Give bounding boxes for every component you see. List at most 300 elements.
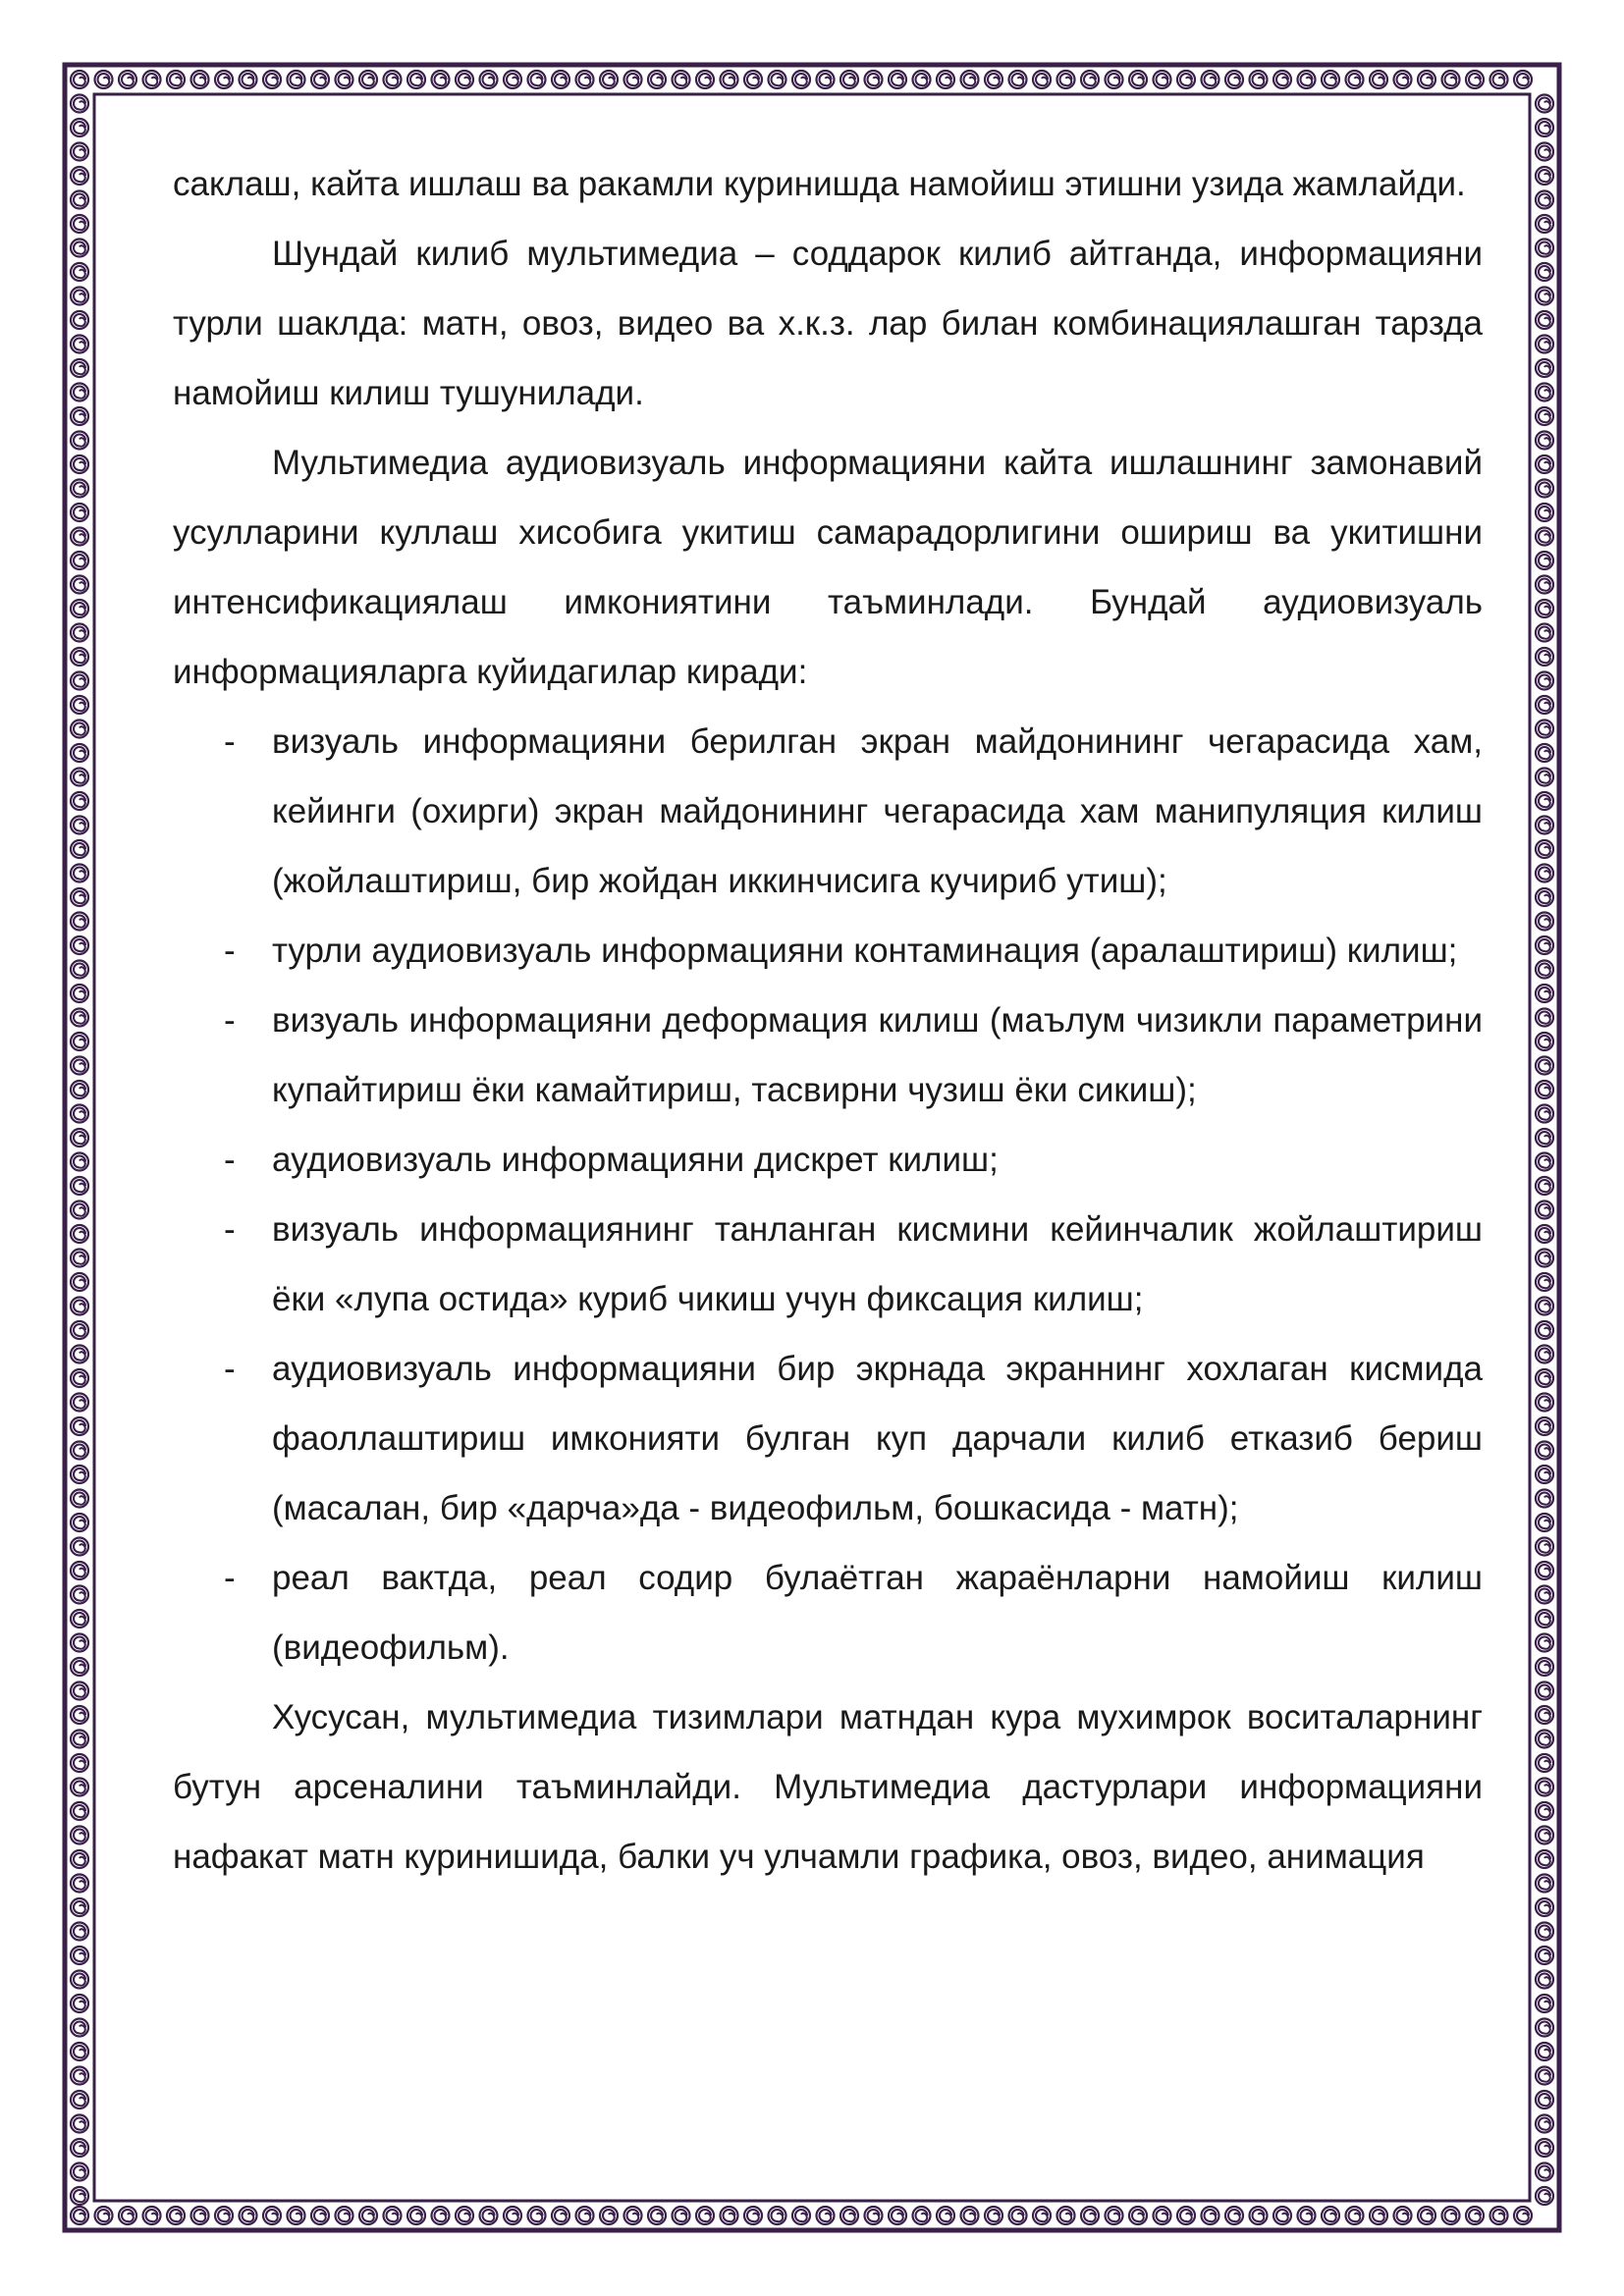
spiral-ornament-icon bbox=[1536, 1346, 1553, 1363]
spiral-ornament-icon bbox=[1536, 600, 1553, 617]
spiral-ornament-icon bbox=[1394, 2207, 1412, 2224]
spiral-ornament-icon bbox=[71, 961, 88, 979]
spiral-ornament-icon bbox=[1536, 792, 1553, 810]
spiral-ornament-icon bbox=[1536, 1177, 1553, 1195]
spiral-ornament-icon bbox=[71, 769, 88, 786]
spiral-ornament-icon bbox=[648, 71, 666, 88]
spiral-ornament-icon bbox=[71, 2187, 88, 2205]
spiral-ornament-icon bbox=[1536, 1442, 1553, 1460]
spiral-ornament-icon bbox=[1129, 2207, 1147, 2224]
paragraph: Мультимедиа аудиовизуаль информацияни кайта ишлашнинг замонавий усулларини куллаш хисобига укитиш самарадорлигини ошириш ва укитишни интенсификациялаш имкониятини таъминлади. Бундай аудиовизуаль информацияларга куйидагилар киради: bbox=[173, 444, 1483, 691]
spiral-ornament-icon bbox=[71, 792, 88, 810]
spiral-ornament-icon bbox=[937, 2207, 954, 2224]
spiral-ornament-icon bbox=[721, 2207, 738, 2224]
spiral-ornament-icon bbox=[143, 2207, 161, 2224]
spiral-ornament-icon bbox=[1273, 71, 1291, 88]
spiral-ornament-icon bbox=[913, 71, 931, 88]
spiral-ornament-icon bbox=[1536, 1009, 1553, 1027]
spiral-ornament-icon bbox=[504, 71, 521, 88]
spiral-ornament-icon bbox=[1490, 71, 1508, 88]
bullet-text: визуаль информациянинг танланган кисмини кейинчалик жойлаштириш ёки «лупа остида» куриб чикиш учун фиксация килиш; bbox=[272, 1210, 1483, 1318]
spiral-ornament-icon bbox=[71, 1105, 88, 1123]
spiral-ornament-icon bbox=[1536, 1827, 1553, 1844]
spiral-ornament-icon bbox=[696, 2207, 714, 2224]
spiral-ornament-icon bbox=[71, 1177, 88, 1195]
bullet-list bbox=[173, 707, 1483, 1682]
spiral-ornament-icon bbox=[1081, 2207, 1099, 2224]
spiral-ornament-icon bbox=[1536, 1850, 1553, 1868]
spiral-ornament-icon bbox=[865, 71, 883, 88]
spiral-ornament-icon bbox=[1154, 71, 1171, 88]
spiral-ornament-icon bbox=[1536, 167, 1553, 185]
spiral-ornament-icon bbox=[71, 576, 88, 594]
spiral-ornament-icon bbox=[1536, 1490, 1553, 1508]
spiral-ornament-icon bbox=[1536, 1129, 1553, 1147]
spiral-ornament-icon bbox=[336, 2207, 353, 2224]
spiral-ornament-icon bbox=[1536, 336, 1553, 353]
spiral-ornament-icon bbox=[71, 1033, 88, 1050]
paragraph: Шундай килиб мультимедиа – соддарок килиб айтганда, информацияни турли шаклда: матн, овоз, видео ва х.к.з. лар билан комбинациялашган тарзда намойиш килиш тушунилади. bbox=[173, 235, 1483, 412]
spiral-ornament-icon bbox=[1033, 2207, 1051, 2224]
spiral-ornament-icon bbox=[71, 1802, 88, 1820]
spiral-ornament-icon bbox=[71, 1971, 88, 1989]
spiral-ornament-icon bbox=[71, 1779, 88, 1796]
spiral-ornament-icon bbox=[576, 71, 594, 88]
spiral-ornament-icon bbox=[1225, 2207, 1243, 2224]
spiral-ornament-icon bbox=[143, 71, 161, 88]
spiral-ornament-icon bbox=[1536, 1417, 1553, 1435]
spiral-ornament-icon bbox=[191, 71, 209, 88]
spiral-ornament-icon bbox=[71, 1273, 88, 1291]
spiral-ornament-icon bbox=[71, 1827, 88, 1844]
bullet-text: реал вактда, реал содир булаётган жараёнларни намойиш килиш (видеофильм). bbox=[272, 1559, 1483, 1667]
spiral-ornament-icon bbox=[71, 1129, 88, 1147]
spiral-ornament-icon bbox=[1177, 71, 1195, 88]
spiral-ornament-icon bbox=[1442, 71, 1460, 88]
spiral-ornament-icon bbox=[1536, 624, 1553, 642]
spiral-ornament-icon bbox=[1536, 1225, 1553, 1243]
spiral-ornament-icon bbox=[71, 1394, 88, 1412]
spiral-ornament-icon bbox=[71, 336, 88, 353]
spiral-ornament-icon bbox=[71, 143, 88, 161]
spiral-ornament-icon bbox=[119, 71, 136, 88]
spiral-ornament-icon bbox=[1536, 432, 1553, 450]
spiral-ornament-icon bbox=[167, 71, 185, 88]
spiral-ornament-icon bbox=[1536, 744, 1553, 762]
spiral-ornament-icon bbox=[1536, 865, 1553, 882]
spiral-ornament-icon bbox=[1466, 71, 1484, 88]
bullet-text: аудиовизуаль информацияни бир экрнада экраннинг хохлаган кисмида фаоллаштириш имконияти булган куп дарчали килиб етказиб бериш (масалан, бир «дарча»да - видеофильм, бошкасида - матн); bbox=[272, 1350, 1483, 1527]
spiral-ornament-icon bbox=[1536, 191, 1553, 209]
spiral-ornament-icon bbox=[1536, 504, 1553, 521]
spiral-ornament-icon bbox=[1466, 2207, 1484, 2224]
spiral-ornament-icon bbox=[1106, 71, 1123, 88]
spiral-ornament-icon bbox=[1418, 2207, 1435, 2224]
bullet-item bbox=[173, 1334, 1483, 1543]
spiral-ornament-icon bbox=[71, 1634, 88, 1652]
spiral-ornament-icon bbox=[1536, 1466, 1553, 1483]
spiral-ornament-icon bbox=[769, 71, 786, 88]
spiral-ornament-icon bbox=[71, 384, 88, 401]
spiral-ornament-icon bbox=[71, 1250, 88, 1267]
spiral-ornament-icon bbox=[263, 2207, 281, 2224]
spiral-ornament-icon bbox=[1536, 1586, 1553, 1604]
spiral-ornament-icon bbox=[1536, 840, 1553, 858]
spiral-ornament-icon bbox=[696, 71, 714, 88]
spiral-ornament-icon bbox=[71, 2091, 88, 2109]
spiral-ornament-icon bbox=[1202, 2207, 1219, 2224]
spiral-ornament-icon bbox=[71, 288, 88, 305]
bullet-text: аудиовизуаль информацияни дискрет килиш; bbox=[272, 1141, 999, 1179]
spiral-ornament-icon bbox=[1202, 71, 1219, 88]
spiral-ornament-icon bbox=[1370, 2207, 1387, 2224]
spiral-ornament-icon bbox=[71, 1947, 88, 1964]
spiral-ornament-icon bbox=[1250, 71, 1268, 88]
spiral-ornament-icon bbox=[1057, 2207, 1075, 2224]
spiral-ornament-icon bbox=[744, 2207, 762, 2224]
spiral-ornament-icon bbox=[1536, 1731, 1553, 1748]
spiral-ornament-icon bbox=[71, 359, 88, 377]
spiral-ornament-icon bbox=[71, 1731, 88, 1748]
spiral-ornament-icon bbox=[1346, 71, 1364, 88]
spiral-ornament-icon bbox=[1536, 1057, 1553, 1075]
spiral-ornament-icon bbox=[456, 2207, 473, 2224]
spiral-ornament-icon bbox=[1418, 71, 1435, 88]
spiral-ornament-icon bbox=[817, 71, 835, 88]
spiral-ornament-icon bbox=[1536, 552, 1553, 569]
spiral-ornament-icon bbox=[504, 2207, 521, 2224]
bullet-marker: - bbox=[224, 1001, 236, 1040]
paragraph: саклаш, кайта ишлаш ва ракамли куринишда намойиш этишни узида жамлайди. bbox=[173, 165, 1466, 203]
spiral-ornament-icon bbox=[1536, 311, 1553, 329]
spiral-ornament-icon bbox=[71, 1081, 88, 1098]
spiral-ornament-icon bbox=[1514, 2207, 1532, 2224]
spiral-ornament-icon bbox=[240, 71, 257, 88]
spiral-ornament-icon bbox=[71, 2139, 88, 2157]
spiral-ornament-icon bbox=[1536, 1538, 1553, 1556]
paragraphs-bottom bbox=[173, 1682, 1483, 1892]
spiral-ornament-icon bbox=[359, 2207, 377, 2224]
spiral-ornament-icon bbox=[311, 2207, 329, 2224]
spiral-ornament-icon bbox=[1536, 1514, 1553, 1531]
spiral-ornament-icon bbox=[1536, 936, 1553, 954]
spiral-ornament-icon bbox=[1536, 384, 1553, 401]
spiral-ornament-icon bbox=[1536, 95, 1553, 113]
spiral-ornament-icon bbox=[865, 2207, 883, 2224]
spiral-ornament-icon bbox=[1536, 1105, 1553, 1123]
spiral-ornament-icon bbox=[721, 71, 738, 88]
spiral-ornament-icon bbox=[71, 407, 88, 425]
spiral-ornament-icon bbox=[1536, 1250, 1553, 1267]
spiral-ornament-icon bbox=[1009, 2207, 1027, 2224]
bullet-text: визуаль информацияни деформация килиш (маълум чизикли параметрини купайтириш ёки камайтириш, тасвирни чузиш ёки сикиш); bbox=[272, 1001, 1483, 1109]
spiral-ornament-icon bbox=[1536, 1321, 1553, 1339]
document-body bbox=[173, 149, 1483, 1892]
spiral-ornament-icon bbox=[71, 119, 88, 136]
spiral-ornament-icon bbox=[1536, 1898, 1553, 1916]
spiral-ornament-icon bbox=[407, 71, 425, 88]
spiral-ornament-icon bbox=[1536, 1875, 1553, 1893]
spiral-ornament-icon bbox=[71, 1923, 88, 1941]
spiral-ornament-icon bbox=[1536, 1610, 1553, 1628]
spiral-ornament-icon bbox=[71, 1514, 88, 1531]
spiral-ornament-icon bbox=[985, 2207, 1002, 2224]
bullet-text: визуаль информацияни берилган экран майдонининг чегарасида хам, кейинги (охирги) экран майдонининг чегарасида хам манипуляция килиш (жойлаштириш, бир жойдан иккинчисига кучириб утиш); bbox=[272, 722, 1483, 900]
spiral-ornament-icon bbox=[1536, 769, 1553, 786]
spiral-ornament-icon bbox=[288, 2207, 305, 2224]
spiral-ornament-icon bbox=[1490, 2207, 1508, 2224]
spiral-ornament-icon bbox=[71, 1201, 88, 1219]
spiral-ornament-icon bbox=[71, 936, 88, 954]
spiral-ornament-icon bbox=[263, 71, 281, 88]
spiral-ornament-icon bbox=[384, 71, 402, 88]
spiral-ornament-icon bbox=[71, 311, 88, 329]
spiral-ornament-icon bbox=[528, 71, 546, 88]
bullet-text: турли аудиовизуаль информацияни контаминация (аралаштириш) килиш; bbox=[272, 932, 1458, 970]
spiral-ornament-icon bbox=[1033, 71, 1051, 88]
spiral-ornament-icon bbox=[552, 2207, 569, 2224]
bullet-marker: - bbox=[224, 1141, 236, 1179]
spiral-ornament-icon bbox=[71, 840, 88, 858]
spiral-ornament-icon bbox=[432, 71, 450, 88]
paragraphs-top bbox=[173, 149, 1483, 707]
spiral-ornament-icon bbox=[71, 2115, 88, 2133]
spiral-ornament-icon bbox=[71, 985, 88, 1002]
spiral-ornament-icon bbox=[1536, 288, 1553, 305]
spiral-ornament-icon bbox=[71, 455, 88, 473]
spiral-ornament-icon bbox=[1536, 913, 1553, 931]
spiral-ornament-icon bbox=[71, 1298, 88, 1315]
spiral-ornament-icon bbox=[384, 2207, 402, 2224]
spiral-ornament-icon bbox=[889, 2207, 906, 2224]
spiral-ornament-icon bbox=[71, 71, 88, 88]
spiral-ornament-icon bbox=[1250, 2207, 1268, 2224]
spiral-ornament-icon bbox=[71, 1995, 88, 2012]
spiral-ornament-icon bbox=[71, 1153, 88, 1171]
spiral-ornament-icon bbox=[1536, 1394, 1553, 1412]
spiral-ornament-icon bbox=[624, 2207, 642, 2224]
spiral-ornament-icon bbox=[1536, 119, 1553, 136]
spiral-ornament-icon bbox=[71, 528, 88, 546]
spiral-ornament-icon bbox=[1536, 1779, 1553, 1796]
spiral-ornament-icon bbox=[71, 2043, 88, 2060]
spiral-ornament-icon bbox=[1536, 888, 1553, 906]
spiral-ornament-icon bbox=[1154, 2207, 1171, 2224]
spiral-ornament-icon bbox=[744, 71, 762, 88]
spiral-ornament-icon bbox=[71, 1562, 88, 1579]
spiral-ornament-icon bbox=[624, 71, 642, 88]
spiral-ornament-icon bbox=[1442, 2207, 1460, 2224]
spiral-ornament-icon bbox=[1536, 407, 1553, 425]
spiral-ornament-icon bbox=[1536, 576, 1553, 594]
spiral-ornament-icon bbox=[648, 2207, 666, 2224]
spiral-ornament-icon bbox=[71, 95, 88, 113]
spiral-ornament-icon bbox=[359, 71, 377, 88]
bullet-item bbox=[173, 1195, 1483, 1334]
spiral-ornament-icon bbox=[119, 2207, 136, 2224]
spiral-ornament-icon bbox=[1536, 2139, 1553, 2157]
spiral-ornament-icon bbox=[1536, 696, 1553, 714]
spiral-ornament-icon bbox=[1536, 1802, 1553, 1820]
spiral-ornament-icon bbox=[1536, 1754, 1553, 1772]
spiral-ornament-icon bbox=[1536, 2091, 1553, 2109]
spiral-ornament-icon bbox=[71, 913, 88, 931]
spiral-ornament-icon bbox=[1536, 2115, 1553, 2133]
spiral-ornament-icon bbox=[1536, 455, 1553, 473]
spiral-ornament-icon bbox=[71, 1754, 88, 1772]
spiral-ornament-icon bbox=[95, 2207, 113, 2224]
bullet-item bbox=[173, 1125, 1483, 1195]
spiral-ornament-icon bbox=[480, 2207, 498, 2224]
spiral-ornament-icon bbox=[1536, 1081, 1553, 1098]
spiral-ornament-icon bbox=[71, 865, 88, 882]
spiral-ornament-icon bbox=[71, 744, 88, 762]
spiral-ornament-icon bbox=[71, 2067, 88, 2085]
spiral-ornament-icon bbox=[1536, 1369, 1553, 1387]
bullet-marker: - bbox=[224, 722, 236, 761]
spiral-ornament-icon bbox=[71, 432, 88, 450]
spiral-ornament-icon bbox=[600, 71, 618, 88]
spiral-ornament-icon bbox=[1298, 71, 1316, 88]
spiral-ornament-icon bbox=[673, 71, 690, 88]
spiral-ornament-icon bbox=[71, 1538, 88, 1556]
spiral-ornament-icon bbox=[71, 817, 88, 834]
spiral-ornament-icon bbox=[1514, 71, 1532, 88]
spiral-ornament-icon bbox=[1536, 1298, 1553, 1315]
bullet-marker: - bbox=[224, 932, 236, 970]
spiral-ornament-icon bbox=[1536, 1682, 1553, 1700]
spiral-ornament-icon bbox=[71, 1442, 88, 1460]
spiral-ornament-icon bbox=[167, 2207, 185, 2224]
spiral-ornament-icon bbox=[985, 71, 1002, 88]
spiral-ornament-icon bbox=[407, 2207, 425, 2224]
spiral-ornament-icon bbox=[215, 2207, 233, 2224]
spiral-ornament-icon bbox=[71, 1875, 88, 1893]
spiral-ornament-icon bbox=[71, 1706, 88, 1724]
spiral-ornament-icon bbox=[1536, 721, 1553, 738]
spiral-ornament-icon bbox=[1536, 1273, 1553, 1291]
spiral-ornament-icon bbox=[71, 648, 88, 666]
spiral-ornament-icon bbox=[71, 1586, 88, 1604]
spiral-ornament-icon bbox=[336, 71, 353, 88]
spiral-ornament-icon bbox=[71, 1898, 88, 1916]
spiral-ornament-icon bbox=[961, 71, 979, 88]
spiral-ornament-icon bbox=[1057, 71, 1075, 88]
spiral-ornament-icon bbox=[1536, 985, 1553, 1002]
spiral-ornament-icon bbox=[1536, 215, 1553, 233]
spiral-ornament-icon bbox=[71, 240, 88, 257]
spiral-ornament-icon bbox=[71, 600, 88, 617]
bullet-marker: - bbox=[224, 1559, 236, 1597]
spiral-ornament-icon bbox=[1536, 1201, 1553, 1219]
spiral-ornament-icon bbox=[71, 888, 88, 906]
spiral-ornament-icon bbox=[71, 1321, 88, 1339]
spiral-ornament-icon bbox=[1536, 1562, 1553, 1579]
spiral-ornament-icon bbox=[817, 2207, 835, 2224]
bullet-item bbox=[173, 1543, 1483, 1682]
spiral-ornament-icon bbox=[71, 696, 88, 714]
paragraph: Хусусан, мультимедиа тизимлари матндан кура мухимрок воситаларнинг бутун арсеналини таъминлайди. Мультимедиа дастурлари информацияни нафакат матн куринишида, балки уч улчамли графика, овоз, видео, анимация bbox=[173, 1698, 1483, 1876]
spiral-ornament-icon bbox=[1129, 71, 1147, 88]
spiral-ornament-icon bbox=[95, 71, 113, 88]
spiral-ornament-icon bbox=[71, 2207, 88, 2224]
spiral-ornament-icon bbox=[792, 71, 810, 88]
spiral-ornament-icon bbox=[71, 721, 88, 738]
spiral-ornament-icon bbox=[311, 71, 329, 88]
spiral-ornament-icon bbox=[1370, 71, 1387, 88]
spiral-ornament-icon bbox=[913, 2207, 931, 2224]
spiral-ornament-icon bbox=[961, 2207, 979, 2224]
spiral-ornament-icon bbox=[71, 1490, 88, 1508]
spiral-ornament-icon bbox=[1536, 528, 1553, 546]
spiral-ornament-icon bbox=[769, 2207, 786, 2224]
spiral-ornament-icon bbox=[71, 191, 88, 209]
spiral-ornament-icon bbox=[1536, 961, 1553, 979]
spiral-ornament-icon bbox=[1536, 2043, 1553, 2060]
spiral-ornament-icon bbox=[71, 1369, 88, 1387]
spiral-ornament-icon bbox=[71, 1346, 88, 1363]
spiral-ornament-icon bbox=[1394, 71, 1412, 88]
spiral-ornament-icon bbox=[600, 2207, 618, 2224]
spiral-ornament-icon bbox=[673, 2207, 690, 2224]
spiral-ornament-icon bbox=[71, 480, 88, 498]
spiral-ornament-icon bbox=[1536, 672, 1553, 690]
spiral-ornament-icon bbox=[480, 71, 498, 88]
bullet-marker: - bbox=[224, 1210, 236, 1249]
spiral-ornament-icon bbox=[1225, 71, 1243, 88]
spiral-ornament-icon bbox=[71, 1057, 88, 1075]
spiral-ornament-icon bbox=[840, 71, 858, 88]
spiral-ornament-icon bbox=[1536, 1634, 1553, 1652]
spiral-ornament-icon bbox=[71, 1466, 88, 1483]
spiral-ornament-icon bbox=[71, 1658, 88, 1676]
spiral-ornament-icon bbox=[1536, 240, 1553, 257]
spiral-ornament-icon bbox=[552, 71, 569, 88]
spiral-ornament-icon bbox=[71, 263, 88, 281]
spiral-ornament-icon bbox=[1536, 2019, 1553, 2037]
bullet-item bbox=[173, 916, 1483, 986]
spiral-ornament-icon bbox=[1346, 2207, 1364, 2224]
spiral-ornament-icon bbox=[1081, 71, 1099, 88]
spiral-ornament-icon bbox=[1536, 1706, 1553, 1724]
spiral-ornament-icon bbox=[288, 71, 305, 88]
spiral-ornament-icon bbox=[1536, 1995, 1553, 2012]
spiral-ornament-icon bbox=[71, 504, 88, 521]
bullet-marker: - bbox=[224, 1350, 236, 1388]
spiral-ornament-icon bbox=[937, 71, 954, 88]
spiral-ornament-icon bbox=[1536, 648, 1553, 666]
spiral-ornament-icon bbox=[1536, 263, 1553, 281]
spiral-ornament-icon bbox=[1536, 480, 1553, 498]
spiral-ornament-icon bbox=[71, 1417, 88, 1435]
spiral-ornament-icon bbox=[1536, 2163, 1553, 2181]
spiral-ornament-icon bbox=[1536, 817, 1553, 834]
spiral-ornament-icon bbox=[1536, 1658, 1553, 1676]
spiral-ornament-icon bbox=[71, 215, 88, 233]
spiral-ornament-icon bbox=[1536, 1947, 1553, 1964]
spiral-ornament-icon bbox=[1298, 2207, 1316, 2224]
spiral-ornament-icon bbox=[71, 1682, 88, 1700]
spiral-ornament-icon bbox=[71, 1009, 88, 1027]
spiral-ornament-icon bbox=[71, 167, 88, 185]
spiral-ornament-icon bbox=[1536, 359, 1553, 377]
spiral-ornament-icon bbox=[71, 2019, 88, 2037]
spiral-ornament-icon bbox=[71, 1850, 88, 1868]
spiral-ornament-icon bbox=[456, 71, 473, 88]
spiral-ornament-icon bbox=[71, 672, 88, 690]
spiral-ornament-icon bbox=[71, 2163, 88, 2181]
spiral-ornament-icon bbox=[840, 2207, 858, 2224]
